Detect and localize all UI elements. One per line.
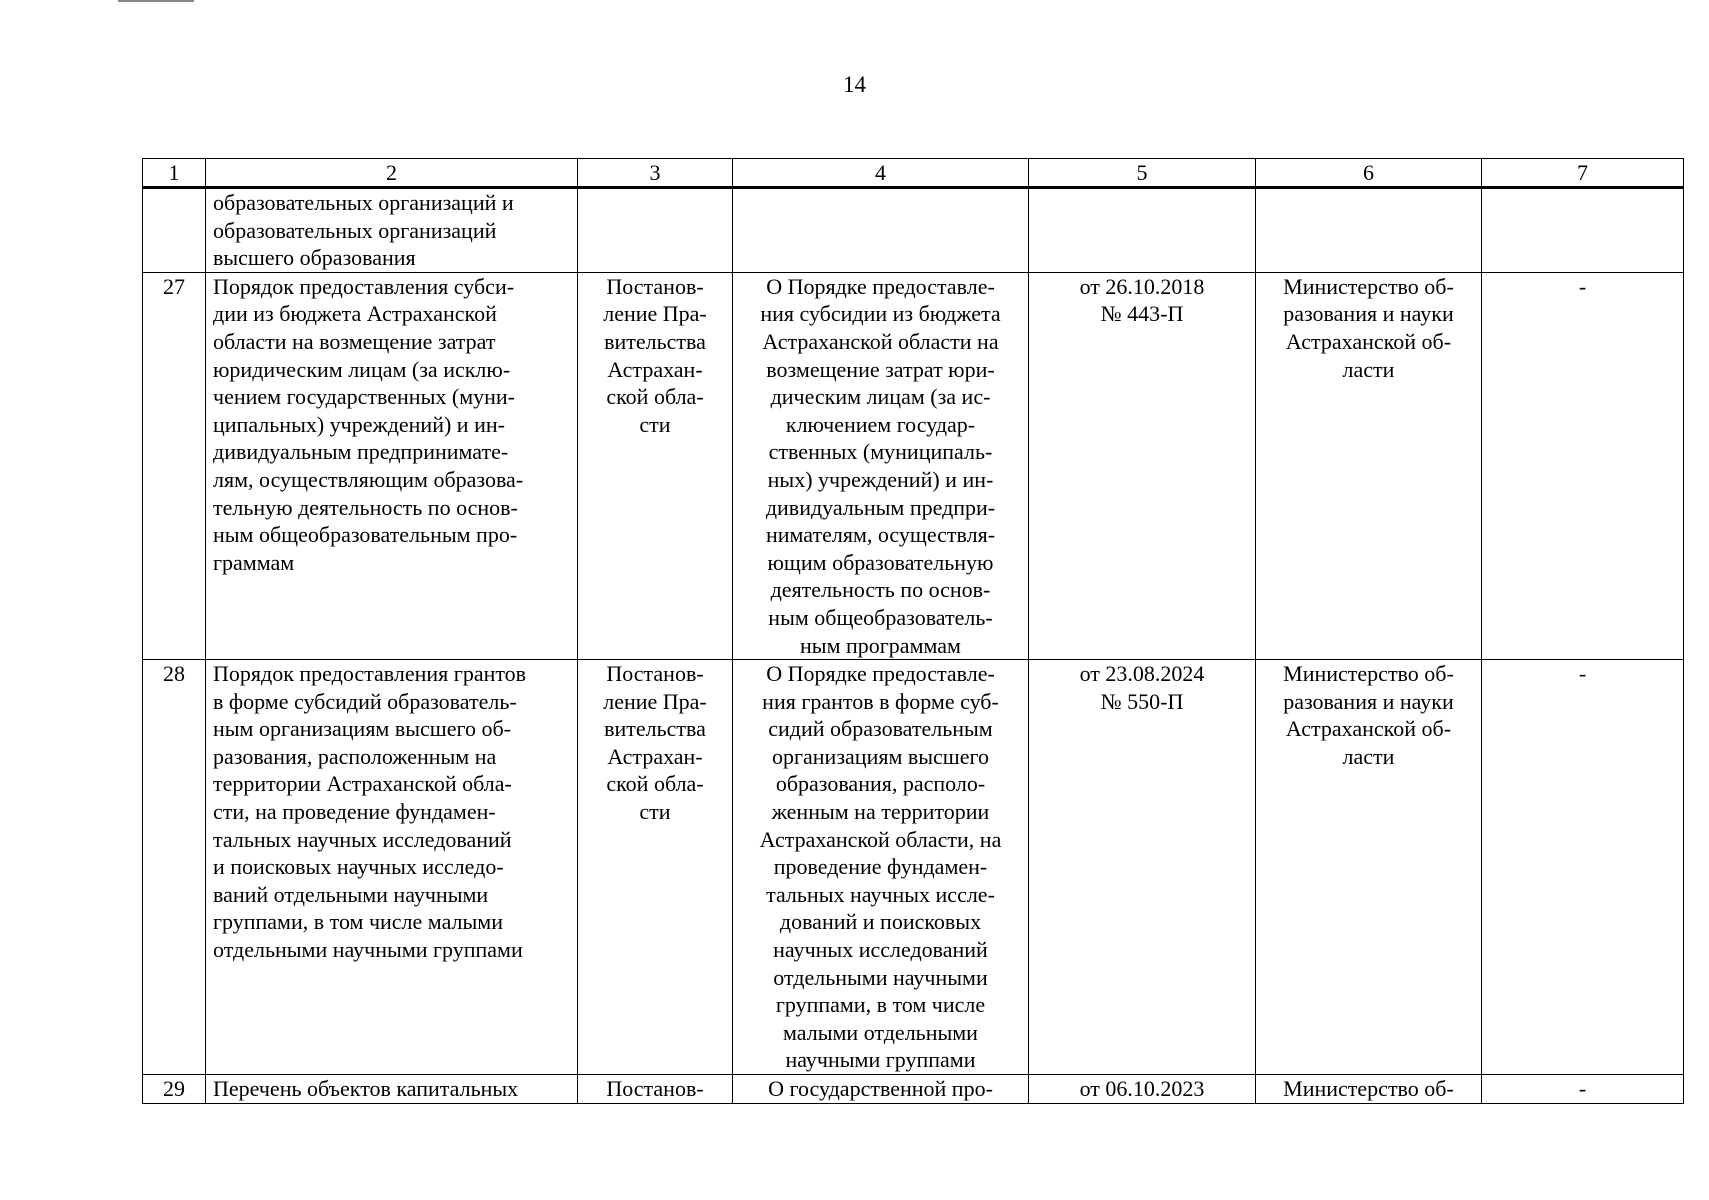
cell-text-line: проведение фундамен- <box>773 854 988 880</box>
cell-text-line: возмещение затрат юри- <box>766 356 995 382</box>
document-date-number-cell <box>1029 1075 1256 1104</box>
document-title-cell <box>206 272 578 659</box>
cell-text-line: сти, на проведение фундамен- <box>213 799 496 825</box>
cell-text-line: ление Пра- <box>603 688 707 714</box>
cell-text-line: ской обла- <box>606 384 704 410</box>
scan-corner-mark <box>118 0 194 2</box>
cell-text-line: ласти <box>1342 356 1395 382</box>
cell-text-line: О Порядке предоставле- <box>766 273 995 299</box>
row-number: 27 <box>143 272 206 659</box>
cell-text-line: тальных научных исследований <box>213 826 512 852</box>
cell-text-line: ния субсидии из бюджета <box>760 301 1001 327</box>
cell-text-line: лям, осуществляющим образова- <box>213 466 524 492</box>
cell-text-line: Перечень объектов капитальных <box>213 1076 519 1101</box>
cell-text-line: Астраханской области на <box>762 328 999 354</box>
column-header: 2 <box>206 159 578 188</box>
cell-text-line: дическим лицам (за ис- <box>770 384 991 410</box>
table-row <box>143 188 1684 273</box>
cell-text-line: сти <box>639 411 671 437</box>
column-header: 3 <box>578 159 733 188</box>
cell-text-line: группами, в том числе малыми <box>213 909 503 935</box>
table-row <box>143 272 1684 659</box>
cell-text-line: сидий образовательным <box>768 716 993 742</box>
cell-text-line: Постанов- <box>606 273 704 299</box>
cell-text-line: Астраханской об- <box>1285 716 1452 742</box>
cell-text-line: Астрахан- <box>607 743 703 769</box>
row-number: 28 <box>143 660 206 1075</box>
cell-text-line: тельную деятельность по основ- <box>213 494 518 520</box>
cell-text-line: вительства <box>604 716 706 742</box>
document-table <box>142 158 1684 1104</box>
cell-text-line: Постанов- <box>606 661 704 687</box>
cell-text-line: отдельными научными <box>773 964 988 990</box>
document-type-cell <box>578 1075 733 1104</box>
cell-text-line: от 23.08.2024 <box>1079 661 1205 687</box>
cell-text-line: Порядок предоставления субси- <box>213 273 515 299</box>
document-date-number-cell <box>1029 188 1256 273</box>
document-date-number-cell <box>1029 660 1256 1075</box>
table-row <box>143 660 1684 1075</box>
cell-text-line: граммам <box>213 549 295 575</box>
cell-text-line: нимателям, осуществля- <box>765 522 996 548</box>
cell-text-line: Астраханской об- <box>1285 328 1452 354</box>
document-type-cell <box>578 272 733 659</box>
table-header-row <box>143 159 1684 188</box>
cell-text-line: ющим образовательную <box>767 549 994 575</box>
cell-text-line: ным программам <box>800 632 961 658</box>
table-row <box>143 1075 1684 1104</box>
column-header: 7 <box>1482 159 1684 188</box>
cell-text-line: Постанов- <box>606 1076 704 1101</box>
cell-text-line: ление Пра- <box>603 301 707 327</box>
cell-text-line: ным общеобразователь- <box>768 604 993 630</box>
cell-text-line: сти <box>639 799 671 825</box>
cell-text-line: ваний отдельными научными <box>213 881 489 907</box>
cell-text-line: образовательных организаций и <box>213 190 514 215</box>
cell-text-line: от 06.10.2023 <box>1079 1076 1205 1101</box>
cell-text-line: ным общеобразовательным про- <box>213 522 518 548</box>
cell-text-line: О Порядке предоставле- <box>766 661 995 687</box>
document-name-cell <box>733 660 1029 1075</box>
responsible-body-cell <box>1256 188 1482 273</box>
cell-text-line: ципальных) учреждений) и ин- <box>213 411 505 437</box>
cell-text-line: дований и поисковых <box>779 909 982 935</box>
cell-text-line: Министерство об- <box>1283 661 1454 687</box>
cell-text-line: тальных научных иссле- <box>766 881 995 907</box>
cell-text-line: ных) учреждений) и ин- <box>767 466 994 492</box>
cell-text-line: ния грантов в форме суб- <box>762 688 999 714</box>
cell-text-line: Министерство об- <box>1283 273 1454 299</box>
document-name-cell <box>733 188 1029 273</box>
cell-text-line: образования, располо- <box>775 771 986 797</box>
cell-text-line: ключением государ- <box>785 411 976 437</box>
cell-text-line: Астрахан- <box>607 356 703 382</box>
document-date-number-cell <box>1029 272 1256 659</box>
cell-text-line: организациям высшего <box>772 743 989 769</box>
responsible-body-cell <box>1256 272 1482 659</box>
cell-text-line: и поисковых научных исследо- <box>213 854 504 880</box>
document-title-cell <box>206 188 578 273</box>
cell-text-line: ласти <box>1342 743 1395 769</box>
document-type-cell <box>578 660 733 1075</box>
cell-text-line: разования и науки <box>1283 301 1454 327</box>
column-header: 5 <box>1029 159 1256 188</box>
cell-text-line: дии из бюджета Астраханской <box>213 301 497 327</box>
cell-text-line: дивидуальным предпринимате- <box>213 439 509 465</box>
cell-text-line: научными группами <box>785 1047 976 1073</box>
cell-text-line: ственных (муниципаль- <box>768 439 993 465</box>
note-cell: - <box>1482 1075 1684 1104</box>
document-title-cell <box>206 660 578 1075</box>
document-type-cell <box>578 188 733 273</box>
cell-text-line: вительства <box>604 328 706 354</box>
column-header: 1 <box>143 159 206 188</box>
cell-text-line: группами, в том числе <box>775 992 986 1018</box>
cell-text-line: ской обла- <box>606 771 704 797</box>
cell-text-line: в форме субсидий образователь- <box>213 688 517 714</box>
cell-text-line: области на возмещение затрат <box>213 328 496 354</box>
cell-text-line: дивидуальным предпри- <box>765 494 996 520</box>
cell-text-line: разования, расположенным на <box>213 743 497 769</box>
column-header: 6 <box>1256 159 1482 188</box>
cell-text-line: деятельность по основ- <box>770 577 991 603</box>
cell-text-line: юридическим лицам (за исклю- <box>213 356 511 382</box>
note-cell <box>1482 188 1684 273</box>
cell-text-line: малыми отдельными <box>783 1019 978 1045</box>
note-cell: - <box>1482 660 1684 1075</box>
row-number: 29 <box>143 1075 206 1104</box>
document-name-cell <box>733 272 1029 659</box>
row-number <box>143 188 206 273</box>
cell-text-line: образовательных организаций <box>213 217 497 243</box>
document-title-cell <box>206 1075 578 1104</box>
cell-text-line: научных исследований <box>773 937 988 963</box>
cell-text-line: ным организациям высшего об- <box>213 716 511 742</box>
cell-text-line: Порядок предоставления грантов <box>213 661 527 687</box>
column-header: 4 <box>733 159 1029 188</box>
cell-text-line: высшего образования <box>213 245 416 271</box>
cell-text-line: разования и науки <box>1283 688 1454 714</box>
cell-text-line: чением государственных (муни- <box>213 384 515 410</box>
cell-text-line: № 443-П <box>1100 301 1184 327</box>
cell-text-line: от 26.10.2018 <box>1079 273 1205 299</box>
cell-text-line: территории Астраханской обла- <box>213 771 512 797</box>
cell-text-line: Астраханской области, на <box>759 826 1002 852</box>
note-cell: - <box>1482 272 1684 659</box>
cell-text-line: женным на территории <box>771 799 990 825</box>
responsible-body-cell <box>1256 1075 1482 1104</box>
cell-text-line: отдельными научными группами <box>213 937 523 963</box>
cell-text-line: О государственной про- <box>768 1076 993 1101</box>
page-number: 14 <box>843 72 866 97</box>
cell-text-line: Министерство об- <box>1283 1076 1454 1101</box>
document-name-cell <box>733 1075 1029 1104</box>
responsible-body-cell <box>1256 660 1482 1075</box>
cell-text-line: № 550-П <box>1100 688 1184 714</box>
